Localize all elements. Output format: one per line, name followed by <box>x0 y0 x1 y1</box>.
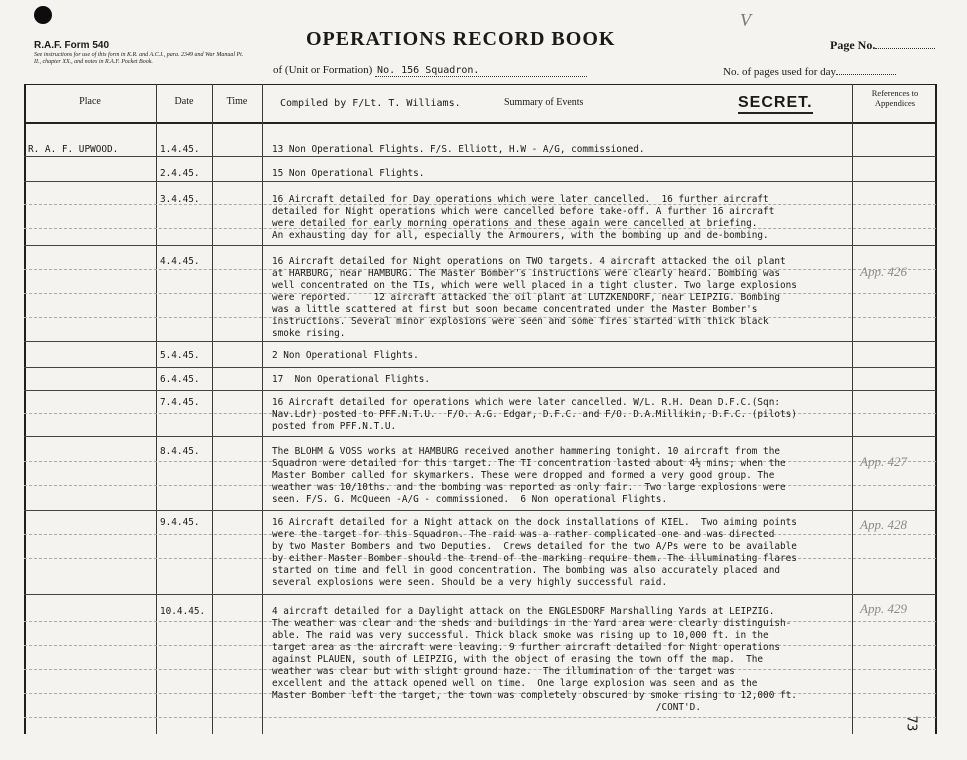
appendix-ref: App. 428 <box>860 517 907 532</box>
page-number-label: Page No. <box>830 38 876 52</box>
row-rule <box>24 436 936 437</box>
entry-text: 17 Non Operational Flights. <box>272 374 431 385</box>
entry-date: 10.4.45. <box>160 606 206 617</box>
entry-date: 7.4.45. <box>160 397 200 408</box>
pages-used-label: No. of pages used for day <box>723 66 837 78</box>
appendix-ref: App. 427 <box>860 454 907 469</box>
appendix-ref: App. 426 <box>860 264 907 279</box>
appendix-ref: App. 429 <box>860 601 907 616</box>
row-rule <box>24 717 936 718</box>
entry-date: 9.4.45. <box>160 517 200 528</box>
unit-label: of (Unit or Formation) <box>273 64 373 76</box>
entry-text: 2 Non Operational Flights. <box>272 350 419 361</box>
side-page-number: 73 <box>903 715 919 732</box>
row-rule <box>24 510 936 511</box>
row-rule <box>24 594 936 595</box>
pages-used-field <box>723 66 896 78</box>
unit-value: No. 156 Squadron. <box>375 65 587 77</box>
header-rule <box>24 122 936 124</box>
place-header: Place <box>79 96 101 107</box>
form-number: R.A.F. Form 540 <box>34 40 110 51</box>
pencil-mark: V <box>740 10 751 30</box>
row-rule <box>24 367 936 368</box>
entry-text: 4 aircraft detailed for a Daylight attack on the ENGLESDORF Marshalling Yards at LEIPZIG. The weather was clear and the sheds and buildings in the Yard area were clearly distinguish- able. The raid was very successful. Thick black smoke was rising up to 10,000 ft. in the target area as the aircraft were leaving. 9 further aircraft detailed for Night operations against PLAUEN, south of LEIPZIG, with the object of erasing the town off the map. The weather was clear but with slight ground haze. The illumination of the target was excellent and the attack opened well on time. One large explosion was seen and as the Master Bomber left the target, the town was completely obscured by smoke rising to 12,000 ft. /CONT'D. <box>272 606 797 713</box>
secret-stamp: SECRET. <box>738 94 813 114</box>
entry-text: 16 Aircraft detailed for a Night attack on the dock installations of KIEL. Two aiming points were the target for this Squadron. The raid was a rather complicated one and was directed by two Master Bombers and two Deputies. Crews detailed for the two A/Ps were to be available by either Master Bomber should the trend of the marking require them. The illuminating flares started on time and fell in good concentration. The bombing was also accurately placed and several explosions were seen. Should be a very highly successful raid. <box>272 517 797 588</box>
row-rule <box>24 156 936 157</box>
entry-date: 4.4.45. <box>160 256 200 267</box>
entry-text: 16 Aircraft detailed for operations which were later cancelled. W/L. R.H. Dean D.F.C.(Sqn: Nav.Ldr) posted to PFF.N.T.U. F/O. A.G. Edgar, D.F.C. and F/O. D.A.Millikin, D.F.C. (pilots) posted from PFF.N.T.U. <box>272 397 797 432</box>
row-rule <box>24 390 936 391</box>
entry-text: 15 Non Operational Flights. <box>272 168 425 179</box>
compiled-by: Compiled by F/Lt. T. Williams. <box>280 98 461 109</box>
entry-date: 1.4.45. <box>160 144 200 155</box>
date-header: Date <box>174 96 194 107</box>
row-rule <box>24 341 936 342</box>
entry-text: 16 Aircraft detailed for Night operations on TWO targets. 4 aircraft attacked the oil plant at HARBURG, near HAMBURG. The Master Bomber's instructions were clearly heard. Bombing was well concentrated on the TIs, which were well placed in a tight cluster. Two large explosions were reported. 12 aircraft attacked the oil plant at LUTZKENDORF, near LEIPZIG. Bombing was a little scattered at first but soon became concentrated under the Master Bomber's instructions. Several minor explosions were seen and some fires started with thick black smoke rising. <box>272 256 797 339</box>
page-number-blank <box>875 48 935 49</box>
row-rule <box>24 181 936 182</box>
entry-text: 16 Aircraft detailed for Day operations which were later cancelled. 16 further aircraft detailed for Night operations which were cancelled before take-off. A further 16 aircraft were detailed for early morning operations and these again were cancelled at briefing. An exhausting day for all, especially the Armourers, with the bombing up and de-bombing. <box>272 194 775 241</box>
entry-date: 5.4.45. <box>160 350 200 361</box>
entry-date: 3.4.45. <box>160 194 200 205</box>
punch-hole <box>34 6 52 24</box>
table-top-rule <box>24 84 936 85</box>
pages-used-blank <box>836 74 896 75</box>
page-number-field <box>830 38 935 53</box>
row-rule <box>24 245 936 246</box>
entry-text: The BLOHM & VOSS works at HAMBURG received another hammering tonight. 10 aircraft from the Squadron were detailed for this target. The TI concentration lasted about 4½ mins; when the Master Bomber called for skymarkers. These were dropped and formed a very good group. The weather was 10/10ths. and the bombing was reported as only fair. Two large explosions were seen. F/S. G. McQueen -A/G - commissioned. 6 Non operational Flights. <box>272 446 786 505</box>
summary-header: Summary of Events <box>504 97 584 108</box>
place-value: R. A. F. UPWOOD. <box>28 144 119 155</box>
record-table <box>24 84 936 734</box>
unit-field <box>273 64 587 77</box>
page-title: OPERATIONS RECORD BOOK <box>306 28 616 50</box>
entry-date: 8.4.45. <box>160 446 200 457</box>
entry-text: 13 Non Operational Flights. F/S. Elliott, H.W - A/G, commissioned. <box>272 144 645 155</box>
references-header: References to Appendices <box>871 88 919 108</box>
entry-date: 2.4.45. <box>160 168 200 179</box>
time-header: Time <box>226 96 248 107</box>
entry-date: 6.4.45. <box>160 374 200 385</box>
form-instructions: See instructions for use of this form in K.R. and A.C.I., para. 2349 and War Manual Pt. II., chapter XX., and notes in R.A.F. Pocket Book. <box>34 52 244 65</box>
